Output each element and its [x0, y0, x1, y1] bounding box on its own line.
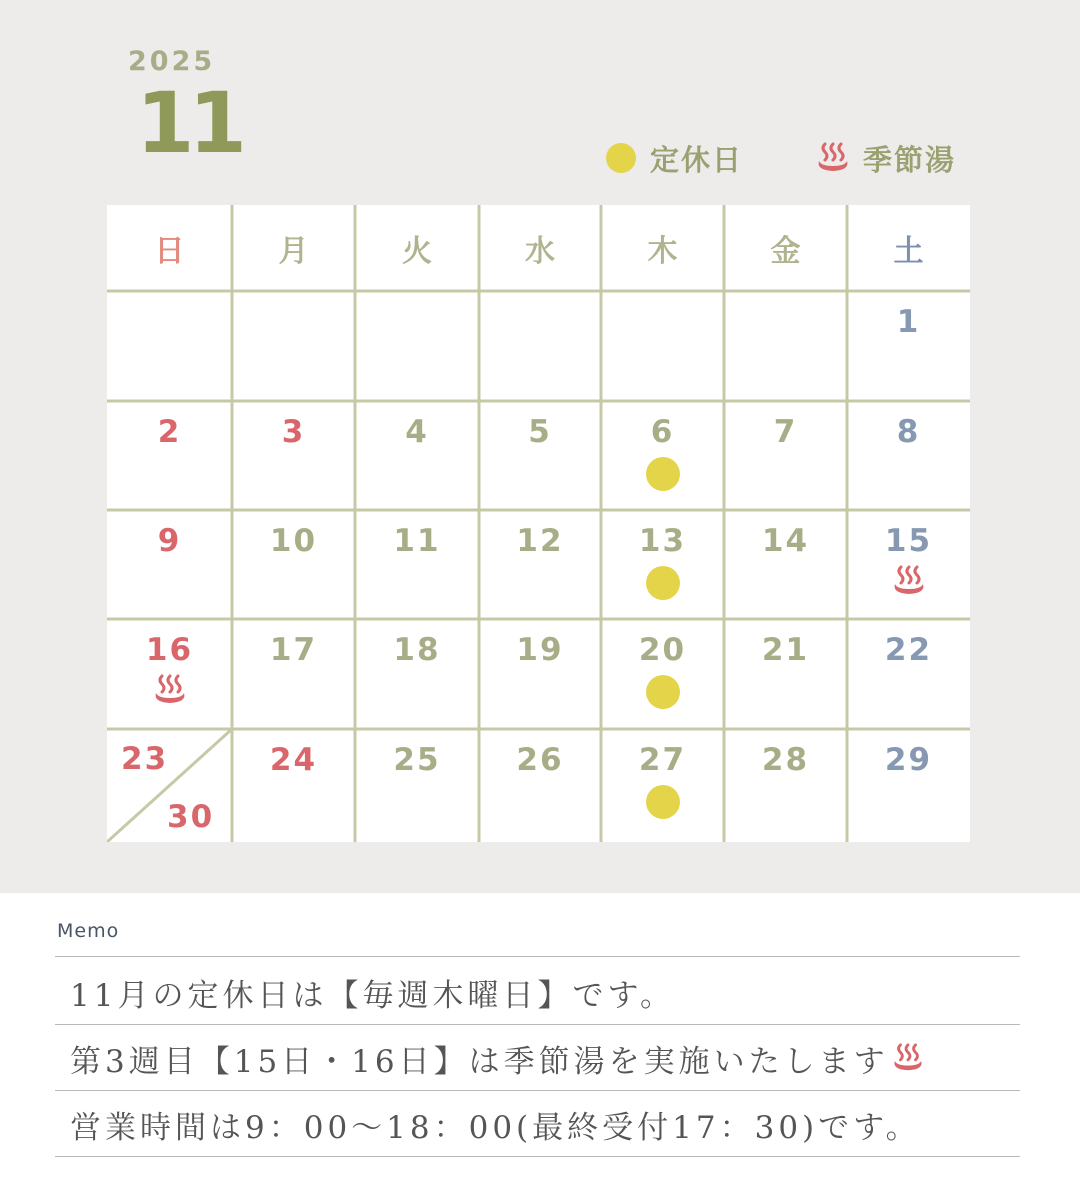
calendar-day-cell	[724, 401, 847, 510]
calendar-day-cell	[232, 510, 355, 619]
calendar-day: 16	[145, 632, 194, 668]
calendar-day: 1	[896, 304, 921, 340]
calendar-day: 14	[761, 523, 810, 559]
calendar-day-cell	[724, 729, 847, 842]
calendar-day-cell	[601, 401, 724, 510]
month-label: 11	[136, 74, 241, 172]
calendar-day-cell	[847, 510, 970, 619]
memo-divider	[55, 956, 1020, 957]
memo-line-2	[70, 1028, 925, 1088]
calendar-day: 5	[528, 414, 552, 450]
calendar-day-cell	[355, 401, 479, 510]
weekday-header: 木	[647, 234, 678, 269]
calendar-day: 22	[884, 632, 933, 668]
hot-spring-icon	[891, 1042, 925, 1074]
calendar-day: 21	[761, 632, 810, 668]
calendar-day-cell	[479, 729, 601, 842]
calendar-day: 15	[884, 523, 933, 559]
memo-line-1: 11月の定休日は【毎週木曜日】です。	[70, 977, 675, 1014]
legend-onsen	[815, 138, 956, 178]
year-label: 2025	[128, 46, 216, 77]
hot-spring-icon	[891, 564, 927, 598]
closed-day-dot-icon	[646, 566, 680, 600]
calendar-day-cell	[479, 510, 601, 619]
calendar-grid	[107, 205, 970, 842]
weekday-header: 月	[278, 234, 309, 269]
calendar-day: 28	[761, 742, 810, 778]
calendar-day: 23	[121, 741, 169, 777]
closed-day-dot-icon	[606, 143, 636, 173]
calendar-day: 7	[773, 414, 798, 450]
memo-line-2-text: 第3週目【15日・16日】は季節湯を実施いたします	[70, 1043, 889, 1080]
calendar-day-cell	[601, 619, 724, 729]
memo-line-3: 営業時間は9：00〜18：00(最終受付17：30)です。	[70, 1109, 921, 1146]
memo-title: Memo	[57, 920, 120, 942]
calendar-day-cell	[107, 619, 232, 729]
calendar-day-cell	[601, 510, 724, 619]
calendar-day: 30	[167, 799, 215, 835]
calendar-day-cell	[847, 729, 970, 842]
weekday-header: 水	[525, 234, 555, 269]
weekday-header: 火	[402, 234, 432, 269]
calendar-day-cell	[107, 291, 232, 401]
calendar-day: 24	[269, 742, 318, 778]
memo-divider	[55, 1090, 1020, 1091]
calendar-day: 9	[157, 523, 182, 559]
calendar-day: 6	[650, 414, 675, 450]
calendar-day: 18	[393, 632, 441, 668]
calendar-day: 29	[884, 742, 933, 778]
hot-spring-icon	[152, 673, 188, 707]
closed-day-dot-icon	[646, 785, 680, 819]
calendar-day: 2	[157, 414, 182, 450]
calendar-day-cell	[847, 401, 970, 510]
calendar-day-cell	[601, 729, 724, 842]
closed-day-dot-icon	[646, 457, 680, 491]
calendar-day: 26	[516, 742, 564, 778]
calendar-day-cell	[107, 510, 232, 619]
calendar-day: 12	[516, 523, 564, 559]
calendar-day: 4	[405, 414, 429, 450]
calendar-day-cell	[355, 619, 479, 729]
closed-day-dot-icon	[646, 675, 680, 709]
calendar-day-cell	[479, 401, 601, 510]
calendar-day-cell	[479, 291, 601, 401]
calendar-day-cell	[355, 291, 479, 401]
calendar-day-cell	[355, 510, 479, 619]
weekday-header: 日	[154, 234, 185, 269]
weekday-header: 土	[893, 234, 924, 269]
calendar-day-cell	[232, 401, 355, 510]
calendar-day: 27	[638, 742, 687, 778]
calendar-day-cell	[847, 619, 970, 729]
calendar-day-cell	[232, 729, 355, 842]
calendar-day: 19	[516, 632, 564, 668]
calendar-day: 25	[393, 742, 441, 778]
calendar-day: 3	[281, 414, 306, 450]
legend-onsen-label: 季節湯	[863, 142, 957, 177]
calendar-day: 10	[269, 523, 318, 559]
calendar-day-cell	[724, 619, 847, 729]
calendar-day-cell	[232, 291, 355, 401]
weekday-header: 金	[770, 234, 801, 269]
legend-closed-label: 定休日	[650, 142, 744, 177]
calendar-day-cell	[107, 401, 232, 510]
calendar-day: 17	[269, 632, 318, 668]
calendar-day-cell	[479, 619, 601, 729]
memo-divider	[55, 1024, 1020, 1025]
legend-closed	[606, 138, 743, 178]
calendar-day: 13	[638, 523, 687, 559]
calendar-day: 8	[896, 414, 921, 450]
calendar-day: 11	[393, 523, 441, 559]
hot-spring-icon	[815, 141, 851, 175]
calendar-day: 20	[638, 632, 687, 668]
calendar-day-cell	[724, 510, 847, 619]
calendar-day-cell	[355, 729, 479, 842]
calendar-day-cell	[847, 291, 970, 401]
calendar-day-cell	[724, 291, 847, 401]
calendar-day-cell	[232, 619, 355, 729]
memo-divider	[55, 1156, 1020, 1157]
calendar-day-cell	[601, 291, 724, 401]
